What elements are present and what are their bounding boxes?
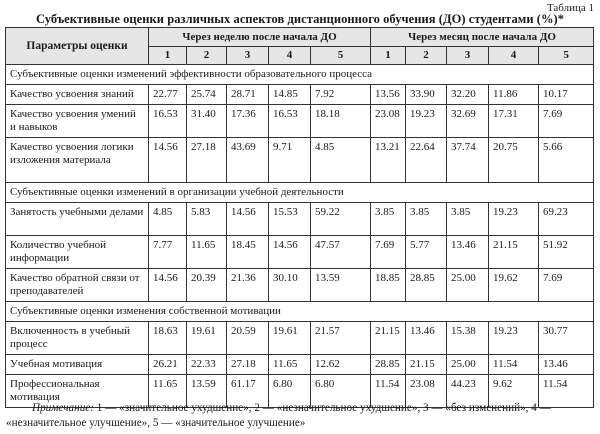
cell-week-5: 21.57 <box>311 322 371 355</box>
cell-week-5: 47.57 <box>311 236 371 269</box>
cell-month-3: 37.74 <box>447 138 489 183</box>
cell-month-3: 32.20 <box>447 85 489 105</box>
scale-header-month-3: 3 <box>447 47 489 65</box>
row-label: Учебная мотивация <box>6 355 149 375</box>
table-row <box>6 138 594 183</box>
cell-month-3: 15.38 <box>447 322 489 355</box>
cell-month-3: 44.23 <box>447 375 489 408</box>
cell-week-1: 16.53 <box>149 105 187 138</box>
cell-week-1: 18.63 <box>149 322 187 355</box>
cell-month-4: 11.86 <box>489 85 539 105</box>
table-note <box>6 401 596 431</box>
cell-month-2: 19.23 <box>406 105 447 138</box>
cell-week-5: 18.18 <box>311 105 371 138</box>
cell-week-3: 17.36 <box>227 105 269 138</box>
cell-week-2: 22.33 <box>187 355 227 375</box>
scale-header-month-5: 5 <box>539 47 594 65</box>
note-text: 1 — «значительное ухудшение», 2 — «незначительное ухудшение», 3 — «без изменений», 4 — «незначительное улучшение», 5 — «значительное улучшение» <box>6 402 551 429</box>
cell-month-5: 10.17 <box>539 85 594 105</box>
cell-month-5: 51.92 <box>539 236 594 269</box>
cell-month-2: 5.77 <box>406 236 447 269</box>
cell-month-4: 9.62 <box>489 375 539 408</box>
cell-week-2: 5.83 <box>187 203 227 236</box>
cell-week-3: 61.17 <box>227 375 269 408</box>
cell-month-2: 22.64 <box>406 138 447 183</box>
cell-week-5: 12.62 <box>311 355 371 375</box>
row-label: Включенность в учебный процесс <box>6 322 149 355</box>
cell-week-4: 6.80 <box>269 375 311 408</box>
scale-header-month-4: 4 <box>489 47 539 65</box>
scale-header-week-2: 2 <box>187 47 227 65</box>
cell-week-2: 19.61 <box>187 322 227 355</box>
cell-week-3: 20.59 <box>227 322 269 355</box>
cell-week-4: 14.56 <box>269 236 311 269</box>
table-row <box>6 236 594 269</box>
cell-week-1: 7.77 <box>149 236 187 269</box>
cell-week-3: 28.71 <box>227 85 269 105</box>
cell-month-5: 11.54 <box>539 375 594 408</box>
cell-month-3: 25.00 <box>447 355 489 375</box>
section-row <box>6 65 594 85</box>
cell-week-3: 43.69 <box>227 138 269 183</box>
cell-month-5: 5.66 <box>539 138 594 183</box>
scale-header-week-3: 3 <box>227 47 269 65</box>
cell-week-2: 27.18 <box>187 138 227 183</box>
cell-month-1: 28.85 <box>371 355 406 375</box>
cell-month-5: 7.69 <box>539 269 594 302</box>
cell-month-4: 17.31 <box>489 105 539 138</box>
cell-week-5: 7.92 <box>311 85 371 105</box>
cell-week-2: 13.59 <box>187 375 227 408</box>
table-row <box>6 85 594 105</box>
cell-month-4: 19.23 <box>489 203 539 236</box>
cell-week-5: 4.85 <box>311 138 371 183</box>
month-group-header: Через месяц после начала ДО <box>371 28 594 47</box>
cell-week-4: 19.61 <box>269 322 311 355</box>
cell-week-3: 18.45 <box>227 236 269 269</box>
cell-week-1: 11.65 <box>149 375 187 408</box>
table-number-label: Таблица 1 <box>546 2 594 14</box>
cell-week-5: 6.80 <box>311 375 371 408</box>
cell-month-4: 21.15 <box>489 236 539 269</box>
week-group-header: Через неделю после начала ДО <box>149 28 371 47</box>
cell-month-4: 11.54 <box>489 355 539 375</box>
cell-week-4: 9.71 <box>269 138 311 183</box>
cell-week-1: 22.77 <box>149 85 187 105</box>
cell-week-3: 27.18 <box>227 355 269 375</box>
cell-month-5: 69.23 <box>539 203 594 236</box>
cell-month-1: 7.69 <box>371 236 406 269</box>
cell-month-3: 25.00 <box>447 269 489 302</box>
cell-month-2: 21.15 <box>406 355 447 375</box>
section-row <box>6 183 594 203</box>
cell-month-4: 19.62 <box>489 269 539 302</box>
row-label: Качество усвоения знаний <box>6 85 149 105</box>
note-label: Примечание: <box>32 402 94 414</box>
section-title: Субъективные оценки изменений эффективности образовательного процесса <box>6 65 594 85</box>
table-row <box>6 105 594 138</box>
section-title: Субъективные оценки изменения собственной мотивации <box>6 302 594 322</box>
cell-week-2: 20.39 <box>187 269 227 302</box>
row-label: Качество усвоения логики изложения материала <box>6 138 149 183</box>
row-label: Профессиональная мотивация <box>6 375 149 408</box>
table-caption: Субъективные оценки различных аспектов дистанционного обучения (ДО) студентами (%)* <box>35 12 565 26</box>
cell-week-4: 16.53 <box>269 105 311 138</box>
cell-month-2: 33.90 <box>406 85 447 105</box>
cell-week-5: 59.22 <box>311 203 371 236</box>
cell-month-2: 3.85 <box>406 203 447 236</box>
cell-month-5: 30.77 <box>539 322 594 355</box>
section-title: Субъективные оценки изменений в организации учебной деятельности <box>6 183 594 203</box>
table-row <box>6 355 594 375</box>
scale-header-month-2: 2 <box>406 47 447 65</box>
cell-week-2: 25.74 <box>187 85 227 105</box>
cell-week-2: 31.40 <box>187 105 227 138</box>
cell-week-3: 14.56 <box>227 203 269 236</box>
table-row <box>6 203 594 236</box>
cell-month-1: 11.54 <box>371 375 406 408</box>
cell-month-2: 13.46 <box>406 322 447 355</box>
cell-month-2: 28.85 <box>406 269 447 302</box>
row-label: Количество учебной информации <box>6 236 149 269</box>
cell-month-4: 19.23 <box>489 322 539 355</box>
cell-month-5: 7.69 <box>539 105 594 138</box>
cell-month-2: 23.08 <box>406 375 447 408</box>
cell-week-1: 26.21 <box>149 355 187 375</box>
cell-month-3: 13.46 <box>447 236 489 269</box>
cell-week-5: 13.59 <box>311 269 371 302</box>
cell-month-3: 3.85 <box>447 203 489 236</box>
section-row <box>6 302 594 322</box>
scale-header-week-5: 5 <box>311 47 371 65</box>
cell-week-4: 11.65 <box>269 355 311 375</box>
cell-week-3: 21.36 <box>227 269 269 302</box>
cell-month-3: 32.69 <box>447 105 489 138</box>
row-label: Качество усвоения умений и навыков <box>6 105 149 138</box>
cell-week-2: 11.65 <box>187 236 227 269</box>
cell-week-4: 30.10 <box>269 269 311 302</box>
cell-month-1: 18.85 <box>371 269 406 302</box>
scale-header-month-1: 1 <box>371 47 406 65</box>
cell-week-4: 14.85 <box>269 85 311 105</box>
scale-header-week-4: 4 <box>269 47 311 65</box>
table-row <box>6 322 594 355</box>
cell-week-1: 14.56 <box>149 138 187 183</box>
param-header: Параметры оценки <box>6 28 149 65</box>
scale-header-week-1: 1 <box>149 47 187 65</box>
cell-week-1: 14.56 <box>149 269 187 302</box>
cell-month-1: 3.85 <box>371 203 406 236</box>
table-row <box>6 269 594 302</box>
survey-table <box>5 27 594 408</box>
row-label: Качество обратной связи от преподавателей <box>6 269 149 302</box>
cell-week-4: 15.53 <box>269 203 311 236</box>
cell-month-1: 13.56 <box>371 85 406 105</box>
cell-month-1: 13.21 <box>371 138 406 183</box>
cell-month-1: 21.15 <box>371 322 406 355</box>
cell-month-1: 23.08 <box>371 105 406 138</box>
row-label: Занятость учебными делами <box>6 203 149 236</box>
cell-month-4: 20.75 <box>489 138 539 183</box>
cell-week-1: 4.85 <box>149 203 187 236</box>
cell-month-5: 13.46 <box>539 355 594 375</box>
